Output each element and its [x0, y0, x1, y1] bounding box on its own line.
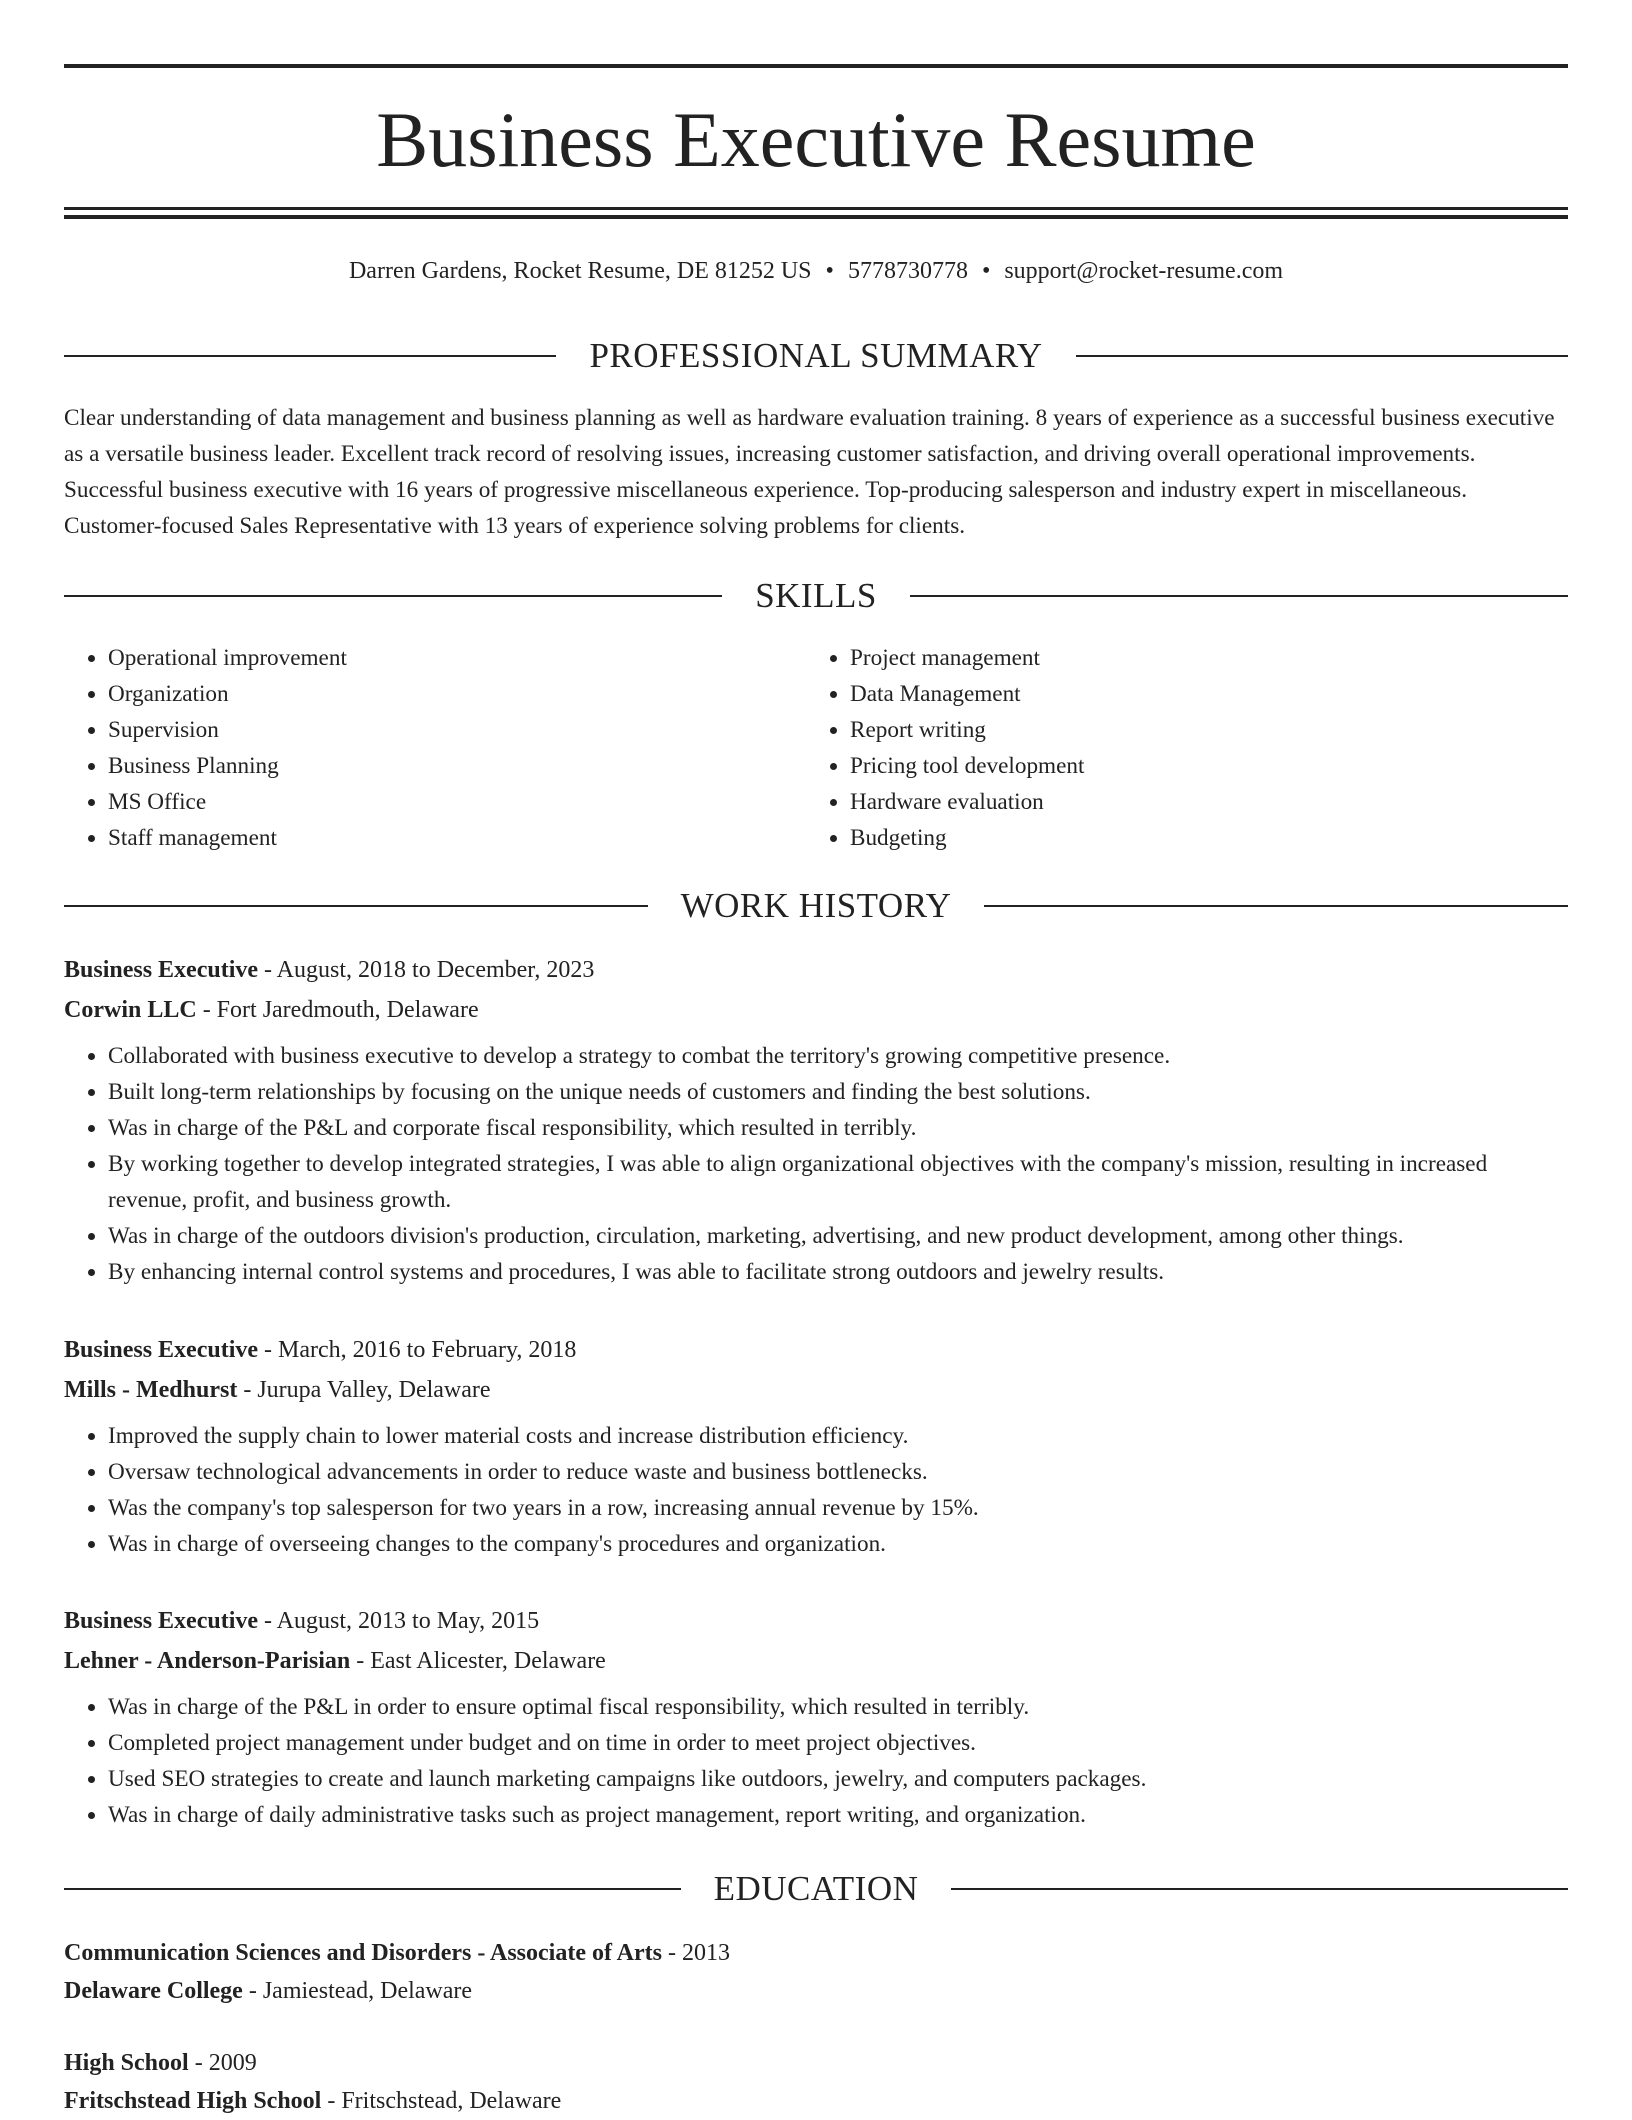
contact-address: Darren Gardens, Rocket Resume, DE 81252 US	[348, 258, 812, 284]
skill-item: • Supervision	[108, 712, 806, 748]
education-school: Fritschstead High School	[64, 2088, 322, 2114]
contact-line	[64, 253, 1568, 289]
contact-separator: •	[825, 258, 834, 284]
job-bullets	[64, 1038, 1568, 1290]
title-rule-lower	[64, 215, 1568, 219]
job-bullet: • By enhancing internal control systems and procedures, I was able to facilitate strong outdoors and jewelry results.	[108, 1254, 1568, 1290]
job-dates: - March, 2016 to February, 2018	[258, 1337, 577, 1363]
job-bullet: • Built long-term relationships by focusing on the unique needs of customers and finding the best solutions.	[108, 1074, 1568, 1110]
education-entry	[64, 2044, 1568, 2120]
job-bullet: • Collaborated with business executive to develop a strategy to combat the territory's growing competitive presence.	[108, 1038, 1568, 1074]
job-title-row	[64, 950, 1568, 990]
skills-column-right	[806, 640, 1548, 856]
job-title-row	[64, 1330, 1568, 1370]
skill-item: • Hardware evaluation	[850, 784, 1548, 820]
skill-item: • Staff management	[108, 820, 806, 856]
job-title: Business Executive	[64, 1337, 259, 1363]
job-company-row	[64, 1641, 1568, 1681]
job-bullet: • By working together to develop integrated strategies, I was able to align organizational objectives with the company's mission, resulting in increased revenue, profit, and business growth.	[108, 1146, 1568, 1218]
job-bullet: • Was in charge of the P&L and corporate fiscal responsibility, which resulted in terribly.	[108, 1110, 1568, 1146]
section-title: EDUCATION	[713, 1869, 919, 1908]
job-company-row	[64, 1370, 1568, 1410]
job-bullet: • Was in charge of the P&L in order to ensure optimal fiscal responsibility, which resulted in terribly.	[108, 1689, 1568, 1725]
skill-item: • Project management	[850, 640, 1548, 676]
section-title: PROFESSIONAL SUMMARY	[589, 336, 1043, 375]
skill-item: • Data Management	[850, 676, 1548, 712]
skill-item: • Pricing tool development	[850, 748, 1548, 784]
section-title: SKILLS	[755, 576, 877, 615]
education-degree-row	[64, 2044, 1568, 2082]
heading-rule	[910, 595, 1568, 597]
summary-paragraph: Clear understanding of data management and business planning as well as hardware evaluation training. 8 years of experience as a successful business executive as a versatile business leader. Excellent track record of resolving issues, increasing customer satisfaction, and driving overall operational improvements. Successful business executive with 16 years of progressive miscellaneous experience. Top-producing salesperson and industry expert in miscellaneous. Customer-focused Sales Representative with 13 years of experience solving problems for clients.	[64, 405, 1555, 539]
job-dates: - August, 2018 to December, 2023	[258, 957, 595, 983]
education-year: - 2009	[188, 2050, 257, 2076]
heading-rule	[1076, 355, 1568, 357]
job-title-row	[64, 1601, 1568, 1641]
skills-column-left	[64, 640, 806, 856]
top-rule	[64, 64, 1568, 68]
section-heading-work	[64, 884, 1568, 928]
job-bullet: • Was in charge of daily administrative tasks such as project management, report writing, and organization.	[108, 1797, 1568, 1833]
title-rule-upper	[64, 207, 1568, 213]
section-heading-skills	[64, 574, 1568, 618]
education-degree: High School	[64, 2050, 189, 2076]
job-bullets	[64, 1418, 1568, 1562]
job-bullet: • Was the company's top salesperson for two years in a row, increasing annual revenue by 15%.	[108, 1490, 1568, 1526]
job-bullet: • Was in charge of the outdoors division's production, circulation, marketing, advertising, and new product development, among other things.	[108, 1218, 1568, 1254]
skill-item: • MS Office	[108, 784, 806, 820]
section-title: WORK HISTORY	[680, 886, 952, 925]
skill-item: • Organization	[108, 676, 806, 712]
skill-item: • Operational improvement	[108, 640, 806, 676]
job-bullet: • Oversaw technological advancements in order to reduce waste and business bottlenecks.	[108, 1454, 1568, 1490]
job-bullet: • Completed project management under budget and on time in order to meet project objectives.	[108, 1725, 1568, 1761]
heading-rule	[984, 905, 1568, 907]
job-location: - Jurupa Valley, Delaware	[237, 1377, 491, 1403]
heading-rule	[64, 595, 722, 597]
heading-rule	[951, 1888, 1568, 1890]
section-heading-summary	[64, 334, 1568, 378]
job-title: Business Executive	[64, 1608, 259, 1634]
education-school-row	[64, 1972, 1568, 2010]
job-title: Business Executive	[64, 957, 259, 983]
job-bullet: • Improved the supply chain to lower material costs and increase distribution efficiency.	[108, 1418, 1568, 1454]
skills-list	[64, 640, 1568, 856]
skill-item: • Business Planning	[108, 748, 806, 784]
job-location: - Fort Jaredmouth, Delaware	[196, 997, 479, 1023]
education-school-row	[64, 2082, 1568, 2120]
job-company: Corwin LLC	[64, 997, 197, 1023]
job-location: - East Alicester, Delaware	[350, 1648, 606, 1674]
education-school: Delaware College	[64, 1978, 243, 2004]
education-degree: Communication Sciences and Disorders - Associate of Arts	[64, 1940, 662, 1966]
job-company: Lehner - Anderson-Parisian	[64, 1648, 351, 1674]
skill-item: • Report writing	[850, 712, 1548, 748]
education-entry	[64, 1934, 1568, 2010]
job-entry	[64, 1330, 1568, 1562]
heading-rule	[64, 355, 556, 357]
page-title: Business Executive Resume	[376, 96, 1256, 183]
job-entry	[64, 1601, 1568, 1833]
education-location: - Fritschstead, Delaware	[321, 2088, 562, 2114]
job-bullet: • Was in charge of overseeing changes to the company's procedures and organization.	[108, 1526, 1568, 1562]
skill-item: • Budgeting	[850, 820, 1548, 856]
heading-rule	[64, 1888, 681, 1890]
contact-phone: 5778730778	[847, 258, 968, 284]
job-bullets	[64, 1689, 1568, 1833]
job-entry	[64, 950, 1568, 1290]
job-bullet: • Used SEO strategies to create and launch marketing campaigns like outdoors, jewelry, and computers packages.	[108, 1761, 1568, 1797]
job-company-row	[64, 990, 1568, 1030]
heading-rule	[64, 905, 648, 907]
job-company: Mills - Medhurst	[64, 1377, 238, 1403]
education-degree-row	[64, 1934, 1568, 1972]
job-dates: - August, 2013 to May, 2015	[258, 1608, 540, 1634]
contact-separator: •	[981, 258, 991, 284]
education-location: - Jamiestead, Delaware	[242, 1978, 473, 2004]
education-year: - 2013	[661, 1940, 730, 1966]
section-heading-education	[64, 1867, 1568, 1911]
contact-email: support@rocket-resume.com	[1004, 258, 1284, 284]
